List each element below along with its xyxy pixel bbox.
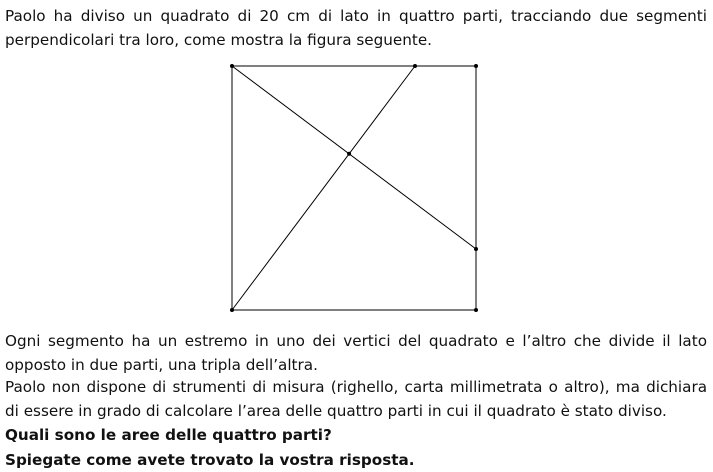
vertex-top-right bbox=[474, 64, 478, 68]
problem-question: Quali sono le aree delle quattro parti? bbox=[5, 426, 332, 444]
point-top-side bbox=[413, 64, 417, 68]
vertex-bottom-left bbox=[230, 308, 234, 312]
problem-claim: Paolo non dispone di strumenti di misura (righello, carta millimetrata o altro), ma dichiara di essere in grado di calcolare l’area delle quattro parti in cui il quadrato è stato diviso. bbox=[5, 378, 707, 420]
problem-description: Ogni segmento ha un estremo in uno dei vertici del quadrato e l’altro che divide il lato opposto in due parti, una tripla dell’altra. bbox=[5, 332, 707, 374]
point-right-side bbox=[474, 247, 478, 251]
segment-bottom-left-to-top-side bbox=[232, 66, 415, 310]
vertex-bottom-right bbox=[474, 308, 478, 312]
intersection-point bbox=[347, 152, 351, 156]
segment-top-left-to-right-side bbox=[232, 66, 476, 249]
vertex-top-left bbox=[230, 64, 234, 68]
problem-intro: Paolo ha diviso un quadrato di 20 cm di lato in quattro parti, tracciando due segmenti perpendicolari tra loro, come mostra la figura seguente. bbox=[5, 7, 707, 49]
problem-instruction: Spiegate come avete trovato la vostra risposta. bbox=[5, 451, 415, 469]
square-outline bbox=[232, 66, 476, 310]
